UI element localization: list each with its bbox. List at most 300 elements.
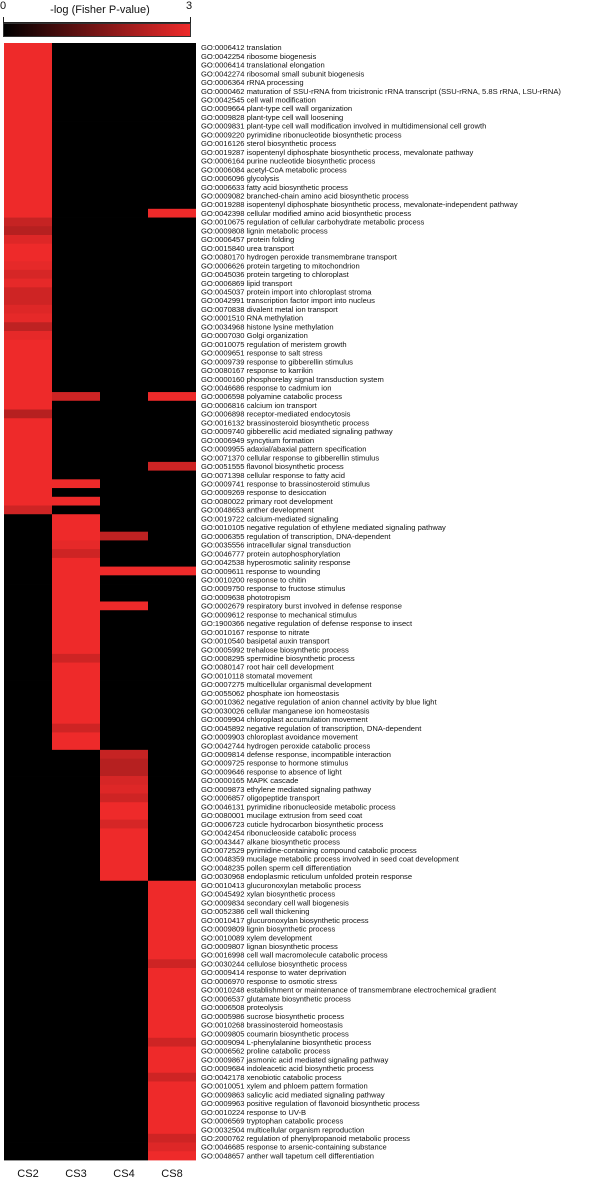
heatmap-cell	[52, 174, 100, 183]
heatmap-cell	[100, 837, 148, 846]
heatmap-cell	[148, 889, 196, 898]
row-label: GO:0045892 negative regulation of transcription, DNA-dependent	[201, 723, 422, 733]
heatmap-cell	[52, 348, 100, 357]
column-label: CS4	[113, 1168, 135, 1180]
heatmap-cell	[52, 183, 100, 192]
heatmap-cell	[148, 1081, 196, 1090]
heatmap-cell	[52, 1029, 100, 1038]
heatmap-cell	[148, 663, 196, 672]
heatmap-cell	[52, 767, 100, 776]
heatmap-cell	[52, 436, 100, 445]
heatmap-cell	[148, 497, 196, 506]
heatmap-cell	[52, 1047, 100, 1056]
heatmap-cell	[148, 759, 196, 768]
heatmap-cell	[148, 52, 196, 61]
heatmap-cell	[148, 183, 196, 192]
row-label: GO:0042744 hydrogen peroxide catabolic process	[201, 741, 371, 751]
heatmap-cell	[52, 977, 100, 986]
heatmap-cell	[4, 767, 52, 776]
heatmap-cell	[52, 863, 100, 872]
heatmap-cell	[100, 436, 148, 445]
heatmap-cell	[4, 916, 52, 925]
heatmap-cell	[52, 113, 100, 122]
heatmap-cell	[52, 523, 100, 532]
row-label: GO:0080022 primary root development	[201, 496, 333, 506]
heatmap-cell	[52, 951, 100, 960]
row-label: GO:0010417 glucuronoxylan biosynthetic process	[201, 915, 369, 925]
row-label: GO:0048657 anther wall tapetum cell differentiation	[201, 1151, 374, 1161]
heatmap-cell	[4, 671, 52, 680]
heatmap-cell	[148, 584, 196, 593]
row-label: GO:0030968 endoplasmic reticulum unfolded protein response	[201, 872, 413, 882]
heatmap-cell	[148, 174, 196, 183]
heatmap-cell	[4, 732, 52, 741]
heatmap-cell	[100, 1003, 148, 1012]
row-label: GO:0009963 positive regulation of flavonoid biosynthetic process	[201, 1099, 420, 1109]
heatmap-cell	[100, 654, 148, 663]
heatmap-cell	[148, 750, 196, 759]
heatmap-cell	[148, 453, 196, 462]
row-label: GO:0009414 response to water deprivation	[201, 968, 347, 978]
heatmap-cell	[148, 506, 196, 515]
heatmap-cell	[100, 200, 148, 209]
heatmap-cell	[4, 619, 52, 628]
heatmap-cell	[52, 706, 100, 715]
heatmap-cell	[100, 593, 148, 602]
heatmap-cell	[4, 331, 52, 340]
heatmap-cell	[100, 959, 148, 968]
row-label: GO:0009814 defense response, incompatible interaction	[201, 750, 391, 760]
heatmap-cell	[52, 340, 100, 349]
heatmap-cell	[100, 933, 148, 942]
heatmap-cell	[4, 95, 52, 104]
heatmap-cell	[52, 148, 100, 157]
heatmap-cell	[4, 610, 52, 619]
row-label: GO:0043447 alkane biosynthetic process	[201, 837, 340, 847]
heatmap-cell	[148, 1047, 196, 1056]
heatmap-cell	[100, 401, 148, 410]
heatmap-cell	[4, 959, 52, 968]
heatmap-cell	[148, 104, 196, 113]
heatmap-cell	[52, 1090, 100, 1099]
heatmap-cell	[52, 697, 100, 706]
heatmap-cell	[4, 340, 52, 349]
heatmap-cell	[4, 218, 52, 227]
row-label: GO:0042454 ribonucleoside catabolic process	[201, 828, 357, 838]
heatmap-cell	[4, 584, 52, 593]
heatmap-cell	[52, 296, 100, 305]
row-label: GO:0042545 cell wall modification	[201, 95, 316, 105]
heatmap-cell	[148, 218, 196, 227]
heatmap-cell	[148, 479, 196, 488]
heatmap-cell	[100, 828, 148, 837]
heatmap-cell	[4, 750, 52, 759]
row-label: GO:0006633 fatty acid biosynthetic process	[201, 182, 348, 192]
heatmap-cell	[52, 654, 100, 663]
heatmap-cell	[100, 680, 148, 689]
row-label: GO:0009684 indoleacetic acid biosynthetic process	[201, 1064, 374, 1074]
heatmap-cell	[100, 514, 148, 523]
heatmap-cell	[4, 994, 52, 1003]
heatmap-cell	[52, 331, 100, 340]
row-label: GO:0009741 response to brassinosteroid stimulus	[201, 479, 370, 489]
heatmap-cell	[148, 1151, 196, 1160]
heatmap-cell	[148, 1134, 196, 1143]
row-label: GO:0046131 pyrimidine ribonucleoside metabolic process	[201, 802, 396, 812]
heatmap-cell	[52, 69, 100, 78]
heatmap-cell	[148, 907, 196, 916]
heatmap-cell	[148, 514, 196, 523]
row-label: GO:0009638 phototropism	[201, 592, 291, 602]
heatmap-cell	[148, 654, 196, 663]
heatmap-cell	[148, 610, 196, 619]
heatmap-cell	[52, 628, 100, 637]
row-label: GO:0009664 plant-type cell wall organization	[201, 104, 353, 114]
heatmap-cell	[100, 1081, 148, 1090]
heatmap-cell	[148, 942, 196, 951]
heatmap-cell	[52, 52, 100, 61]
row-label: GO:0070838 divalent metal ion transport	[201, 304, 338, 314]
heatmap-cell	[100, 165, 148, 174]
heatmap-cell	[4, 1099, 52, 1108]
heatmap-cell	[4, 654, 52, 663]
heatmap-cell	[148, 837, 196, 846]
heatmap-cell	[4, 314, 52, 323]
row-label: GO:0009750 response to fructose stimulus	[201, 584, 346, 594]
heatmap-cell	[100, 1012, 148, 1021]
heatmap-cell	[4, 209, 52, 218]
heatmap-cell	[52, 1003, 100, 1012]
heatmap-cell	[4, 244, 52, 253]
heatmap-cell	[148, 314, 196, 323]
heatmap-cell	[100, 261, 148, 270]
heatmap-cell	[4, 60, 52, 69]
row-label: GO:0010200 response to chitin	[201, 575, 307, 585]
heatmap-cell	[4, 785, 52, 794]
heatmap-cell	[100, 69, 148, 78]
heatmap-cell	[52, 802, 100, 811]
heatmap-cell	[52, 785, 100, 794]
heatmap-cell	[148, 279, 196, 288]
heatmap-cell	[52, 1073, 100, 1082]
heatmap-cell	[148, 767, 196, 776]
heatmap-cell	[148, 933, 196, 942]
row-label: GO:0034968 histone lysine methylation	[201, 322, 334, 332]
row-label: GO:0009611 response to wounding	[201, 566, 321, 576]
heatmap-cell	[100, 741, 148, 750]
heatmap-cell	[4, 1038, 52, 1047]
heatmap-cell	[100, 60, 148, 69]
heatmap-cell	[52, 924, 100, 933]
heatmap-cell	[52, 636, 100, 645]
heatmap-cell	[148, 209, 196, 218]
row-label: GO:0006869 lipid transport	[201, 278, 293, 288]
heatmap-cell	[52, 401, 100, 410]
heatmap-cell	[148, 706, 196, 715]
heatmap-cell	[148, 1125, 196, 1134]
heatmap-cell	[148, 69, 196, 78]
heatmap-cell	[52, 122, 100, 131]
heatmap-cell	[4, 418, 52, 427]
row-label: GO:0009646 response to absence of light	[201, 767, 342, 777]
heatmap-cell	[100, 532, 148, 541]
heatmap-cell	[100, 575, 148, 584]
heatmap-cell	[148, 122, 196, 131]
heatmap-cell	[100, 122, 148, 131]
heatmap-cell	[148, 1055, 196, 1064]
row-label: GO:0010089 xylem development	[201, 933, 313, 943]
heatmap-cell	[4, 628, 52, 637]
heatmap-cell	[52, 252, 100, 261]
heatmap-cell	[4, 183, 52, 192]
heatmap-cell	[100, 602, 148, 611]
heatmap-cell	[4, 523, 52, 532]
heatmap-cell	[52, 104, 100, 113]
heatmap-cell	[4, 1081, 52, 1090]
heatmap-cell	[148, 994, 196, 1003]
heatmap-cell	[4, 820, 52, 829]
row-label: GO:0080147 root hair cell development	[201, 662, 334, 672]
heatmap-cell	[4, 514, 52, 523]
heatmap-cell	[4, 532, 52, 541]
heatmap-cell	[148, 1012, 196, 1021]
heatmap-cell	[148, 872, 196, 881]
heatmap-cell	[4, 811, 52, 820]
row-label: GO:0006569 tryptophan catabolic process	[201, 1116, 344, 1126]
heatmap-cell	[100, 218, 148, 227]
row-label: GO:0010540 basipetal auxin transport	[201, 636, 330, 646]
row-label: GO:0072529 pyrimidine-containing compound catabolic process	[201, 846, 417, 855]
row-label: GO:0006816 calcium ion transport	[201, 400, 317, 410]
heatmap-cell	[52, 95, 100, 104]
heatmap-cell	[100, 785, 148, 794]
heatmap-cell	[100, 418, 148, 427]
heatmap-cell	[4, 889, 52, 898]
heatmap-cell	[4, 122, 52, 131]
heatmap-cell	[4, 1064, 52, 1073]
heatmap-cell	[4, 759, 52, 768]
heatmap-cell	[52, 1125, 100, 1134]
heatmap-cell	[52, 610, 100, 619]
heatmap-cell	[52, 584, 100, 593]
heatmap-cell	[4, 1047, 52, 1056]
heatmap-cell	[100, 1134, 148, 1143]
row-label: GO:0007275 multicellular organismal development	[201, 680, 372, 690]
heatmap-cell	[148, 1064, 196, 1073]
heatmap-cell	[100, 881, 148, 890]
colorbar-title: -log (Fisher P-value)	[50, 4, 150, 16]
heatmap-cell	[4, 1134, 52, 1143]
heatmap-cell	[148, 340, 196, 349]
heatmap-cell	[100, 1020, 148, 1029]
heatmap-cell	[52, 898, 100, 907]
heatmap-cell	[4, 776, 52, 785]
heatmap-cell	[52, 680, 100, 689]
heatmap-cell	[4, 1151, 52, 1160]
heatmap-cell	[52, 479, 100, 488]
row-label: GO:0010413 glucuronoxylan metabolic process	[201, 880, 361, 890]
heatmap-cell	[52, 567, 100, 576]
row-label: GO:0009828 plant-type cell wall loosening	[201, 112, 344, 122]
heatmap-cell	[4, 78, 52, 87]
heatmap-cell	[52, 837, 100, 846]
row-label: GO:0042274 ribosomal small subunit biogenesis	[201, 69, 365, 79]
heatmap-cell	[148, 593, 196, 602]
row-label: GO:0009269 response to desiccation	[201, 488, 327, 498]
heatmap-cell	[52, 279, 100, 288]
heatmap-cell	[4, 558, 52, 567]
heatmap-cell	[148, 95, 196, 104]
row-label: GO:0080167 response to karrikin	[201, 366, 313, 376]
heatmap-cell	[4, 366, 52, 375]
heatmap-cell	[4, 575, 52, 584]
heatmap-cell	[100, 523, 148, 532]
row-label: GO:0016132 brassinosteroid biosynthetic process	[201, 418, 370, 428]
heatmap-cell	[52, 846, 100, 855]
heatmap-cell	[148, 427, 196, 436]
heatmap-cell	[52, 1055, 100, 1064]
heatmap-cell	[4, 907, 52, 916]
row-label: GO:0048235 pollen sperm cell differentiation	[201, 863, 352, 873]
column-labels	[17, 1168, 182, 1180]
heatmap-cell	[52, 43, 100, 52]
row-label: GO:0006626 protein targeting to mitochondrion	[201, 261, 360, 271]
heatmap-cell	[52, 314, 100, 323]
colorbar-min-label: 0	[0, 0, 7, 12]
heatmap-cell	[4, 846, 52, 855]
heatmap-cell	[52, 1134, 100, 1143]
heatmap-cell	[52, 383, 100, 392]
heatmap-cell	[4, 497, 52, 506]
heatmap-cell	[148, 732, 196, 741]
heatmap-cell	[52, 942, 100, 951]
heatmap-cell	[100, 898, 148, 907]
heatmap-cell	[100, 663, 148, 672]
heatmap-cell	[100, 968, 148, 977]
heatmap-cell	[100, 540, 148, 549]
row-label: GO:0006970 response to osmotic stress	[201, 976, 337, 986]
row-label: GO:0006949 syncytium formation	[201, 435, 315, 445]
heatmap-cell	[148, 820, 196, 829]
heatmap-cell	[100, 811, 148, 820]
row-label: GO:0045037 protein import into chloroplast stroma	[201, 287, 372, 297]
heatmap-cell	[4, 427, 52, 436]
heatmap-cell	[4, 506, 52, 515]
row-label: GO:0010167 response to nitrate	[201, 627, 310, 637]
heatmap-cell	[100, 375, 148, 384]
heatmap-cell	[52, 994, 100, 1003]
heatmap-cell	[52, 689, 100, 698]
heatmap-cell	[100, 977, 148, 986]
heatmap-cell	[4, 279, 52, 288]
row-label: GO:0002679 respiratory burst involved in defense response	[201, 601, 402, 611]
colorbar-max-label: 3	[186, 0, 193, 12]
heatmap-cell	[52, 1081, 100, 1090]
heatmap-cell	[4, 1090, 52, 1099]
heatmap-cell	[148, 811, 196, 820]
heatmap-cell	[4, 1143, 52, 1152]
heatmap-cell	[148, 671, 196, 680]
heatmap-cell	[100, 444, 148, 453]
heatmap-cell	[4, 881, 52, 890]
heatmap-cell	[148, 959, 196, 968]
heatmap-cell	[148, 863, 196, 872]
heatmap-cell	[52, 226, 100, 235]
heatmap-cell	[100, 1090, 148, 1099]
heatmap-cell	[148, 226, 196, 235]
heatmap-cell	[148, 697, 196, 706]
heatmap-cell	[148, 462, 196, 471]
row-label: GO:0006414 translational elongation	[201, 60, 325, 70]
heatmap-cell	[100, 191, 148, 200]
heatmap-cell	[148, 1038, 196, 1047]
heatmap-cell	[52, 1143, 100, 1152]
heatmap-cell	[4, 444, 52, 453]
heatmap-cell	[100, 366, 148, 375]
row-label: GO:0045492 xylan biosynthetic process	[201, 889, 336, 899]
heatmap-cell	[148, 558, 196, 567]
heatmap-cell	[148, 130, 196, 139]
heatmap-cell	[148, 1073, 196, 1082]
row-label: GO:0080170 hydrogen peroxide transmembrane transport	[201, 252, 397, 262]
heatmap-cell	[52, 235, 100, 244]
heatmap-cell	[100, 383, 148, 392]
row-label: GO:0032504 multicellular organism reproduction	[201, 1125, 365, 1135]
heatmap-cell	[52, 200, 100, 209]
heatmap-cell	[4, 462, 52, 471]
heatmap-cell	[52, 87, 100, 96]
heatmap-cell	[4, 174, 52, 183]
heatmap-cell	[52, 933, 100, 942]
heatmap-cell	[52, 645, 100, 654]
heatmap-cell	[148, 741, 196, 750]
heatmap-cell	[148, 60, 196, 69]
heatmap-cell	[4, 1012, 52, 1021]
heatmap-cell	[100, 139, 148, 148]
heatmap-cell	[52, 506, 100, 515]
heatmap-cell	[148, 1099, 196, 1108]
heatmap-cell	[100, 1047, 148, 1056]
heatmap-cell	[52, 532, 100, 541]
row-label: GO:0006598 polyamine catabolic process	[201, 392, 342, 402]
heatmap-cell	[100, 549, 148, 558]
row-label: GO:0010248 establishment or maintenance of transmembrane electrochemical gradient	[201, 985, 497, 995]
heatmap-cell	[148, 244, 196, 253]
row-label: GO:0009863 salicylic acid mediated signaling pathway	[201, 1090, 385, 1100]
row-label: GO:0005992 trehalose biosynthetic process	[201, 645, 349, 655]
row-label: GO:0015840 urea transport	[201, 243, 294, 253]
heatmap-cell	[148, 287, 196, 296]
heatmap-cell	[4, 130, 52, 139]
heatmap-cell	[148, 392, 196, 401]
heatmap-cell	[52, 261, 100, 270]
heatmap-cell	[4, 69, 52, 78]
heatmap-cell	[100, 951, 148, 960]
row-label: GO:0009904 chloroplast accumulation movement	[201, 715, 368, 725]
heatmap-cell	[100, 567, 148, 576]
heatmap-cell	[148, 977, 196, 986]
heatmap-cell	[148, 139, 196, 148]
heatmap-cell	[52, 1108, 100, 1117]
heatmap-cell	[4, 156, 52, 165]
heatmap-cell	[100, 78, 148, 87]
heatmap-cell	[148, 951, 196, 960]
heatmap-cell	[100, 1143, 148, 1152]
heatmap-cell	[148, 261, 196, 270]
heatmap-cell	[4, 252, 52, 261]
heatmap-cell	[4, 863, 52, 872]
heatmap-cell	[148, 785, 196, 794]
